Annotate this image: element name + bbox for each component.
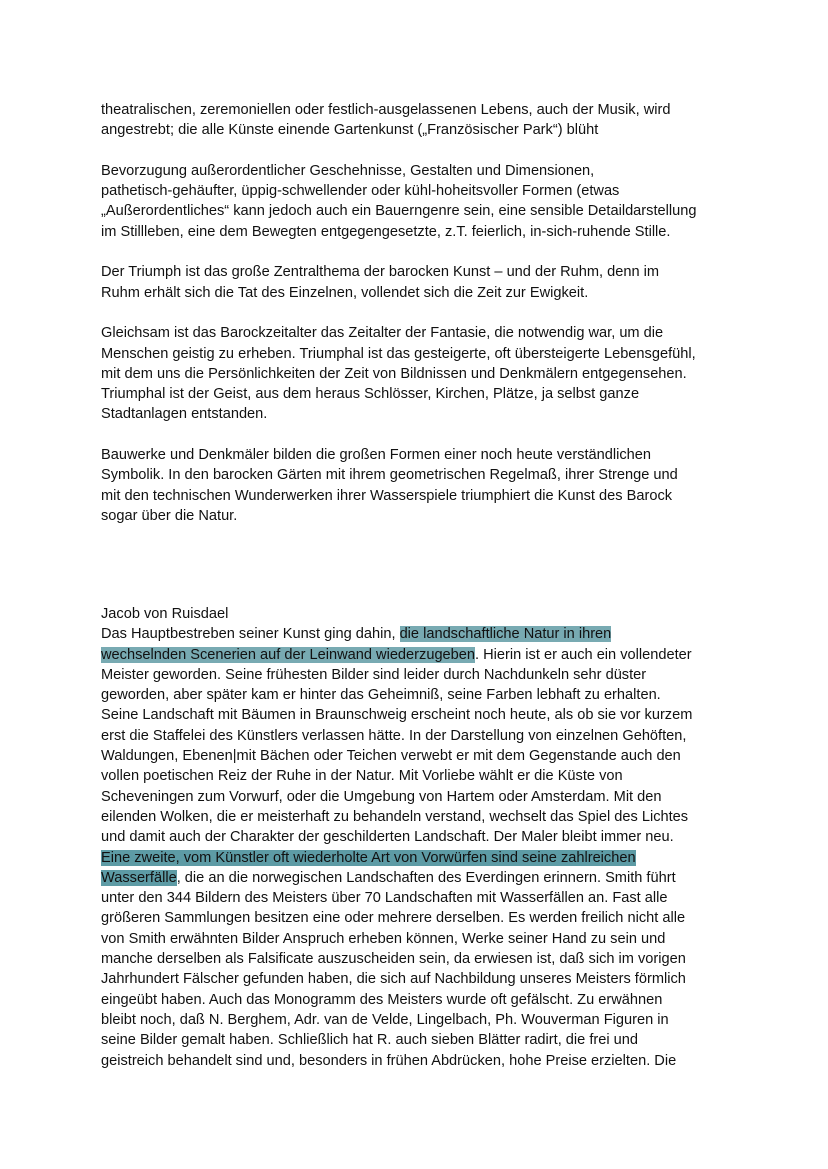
highlighted-text: Eine zweite, vom Künstler oft wiederholte Art von Vorwürfen sind seine zahlreichen	[101, 849, 636, 866]
highlighted-text: Wasserfälle	[101, 869, 177, 886]
text-line	[101, 990, 761, 1010]
paragraph	[101, 445, 761, 526]
text-line	[101, 100, 761, 120]
text-line	[101, 746, 761, 766]
text-run: Jahrhundert Fälscher gefunden haben, die sich auf Nachbildung unseres Meisters förmlich	[101, 971, 686, 988]
text-run: Menschen geistig zu erheben. Triumphal ist das gesteigerte, oft übersteigerte Lebensgefühl,	[101, 345, 696, 362]
text-line	[101, 1051, 761, 1071]
text-line	[101, 685, 761, 705]
text-line	[101, 404, 761, 424]
text-run: Der Triumph ist das große Zentralthema der barocken Kunst – und der Ruhm, denn im	[101, 264, 660, 281]
text-line	[101, 726, 761, 746]
text-line	[101, 888, 761, 908]
highlighted-text: die landschaftliche Natur in ihren	[399, 626, 612, 643]
text-line	[101, 908, 761, 928]
text-run: Gleichsam ist das Barockzeitalter das Zeitalter der Fantasie, die notwendig war, um die	[101, 325, 664, 342]
ruisdael-paragraph	[101, 624, 761, 1071]
text-run: „Außerordentliches“ kann jedoch auch ein Bauerngenre sein, eine sensible Detaildarstellung	[101, 203, 697, 220]
text-run: mit den technischen Wunderwerken ihrer Wasserspiele triumphiert die Kunst des Barock	[101, 487, 673, 504]
text-run: Waldungen, Ebenen|mit Bächen oder Teichen verwebt er mit dem Gegenstande auch den	[101, 748, 681, 765]
text-run: Das Hauptbestreben seiner Kunst ging dahin,	[101, 626, 400, 643]
text-line	[101, 181, 761, 201]
text-line	[101, 929, 761, 949]
paragraph	[101, 323, 761, 424]
text-line	[101, 323, 761, 343]
text-line	[101, 161, 761, 181]
text-run: eingeübt haben. Auch das Monogramm des Meisters wurde oft gefälscht. Zu erwähnen	[101, 991, 663, 1008]
text-run: seine Bilder gemalt haben. Schließlich hat R. auch sieben Blätter radirt, die frei und	[101, 1032, 639, 1049]
text-line	[101, 868, 761, 888]
text-run: , die an die norwegischen Landschaften des Everdingen erinnern. Smith führt	[176, 869, 676, 886]
text-line	[101, 624, 761, 644]
text-run: vollen poetischen Reiz der Ruhe in der Natur. Mit Vorliebe wählt er die Küste von	[101, 768, 623, 785]
text-run: mit dem uns die Persönlichkeiten der Zeit von Bildnissen und Denkmälern entgegensehen.	[101, 365, 687, 382]
text-run: bleibt noch, daß N. Berghem, Adr. van de Velde, Lingelbach, Ph. Wouverman Figuren in	[101, 1011, 669, 1028]
text-run: manche derselben als Falsificate auszuscheiden sein, da erwiesen ist, daß sich im vorigen	[101, 951, 686, 968]
section-heading: Jacob von Ruisdael	[101, 606, 229, 622]
text-line	[101, 969, 761, 989]
text-line	[101, 807, 761, 827]
text-run: eilenden Wolken, die er meisterhaft zu behandeln verstand, wechselt das Spiel des Lichtes	[101, 808, 689, 825]
text-run: geistreich behandelt sind und, besonders in frühen Abdrücken, hohe Preise erzielten. Die	[101, 1052, 677, 1069]
highlighted-text: wechselnden Scenerien auf der Leinwand wiederzugeben	[101, 646, 476, 663]
text-run: angestrebt; die alle Künste einende Gartenkunst („Französischer Park“) blüht	[101, 122, 599, 139]
text-run: Bevorzugung außerordentlicher Geschehnisse, Gestalten und Dimensionen,	[101, 162, 595, 179]
text-run: Ruhm erhält sich die Tat des Einzelnen, vollendet sich die Zeit zur Ewigkeit.	[101, 284, 589, 301]
text-run: Seine Landschaft mit Bäumen in Braunschweig erscheint noch heute, als ob sie vor kurzem	[101, 707, 693, 724]
text-line	[101, 201, 761, 221]
text-line	[101, 465, 761, 485]
text-line	[101, 787, 761, 807]
text-line	[101, 827, 761, 847]
text-line	[101, 384, 761, 404]
text-run: erst die Staffelei des Künstlers verlassen hätte. In der Darstellung von einzelnen Gehöften,	[101, 727, 687, 744]
text-line	[101, 445, 761, 465]
text-run: Bauwerke und Denkmäler bilden die großen Formen einer noch heute verständlichen	[101, 447, 652, 464]
paragraph	[101, 100, 761, 141]
text-run: sogar über die Natur.	[101, 507, 238, 524]
text-run: geworden, aber später kam er hinter das Geheimniß, seine Farben lebhaft zu erhalten.	[101, 687, 661, 704]
paragraph	[101, 262, 761, 303]
text-run: im Stillleben, eine dem Bewegten entgegengesetzte, z.T. feierlich, in-sich-ruhende Stille.	[101, 223, 671, 240]
text-line	[101, 1010, 761, 1030]
text-line	[101, 120, 761, 140]
text-line	[101, 766, 761, 786]
text-run: und damit auch der Charakter der geschilderten Landschaft. Der Maler bleibt immer neu.	[101, 829, 674, 846]
text-line	[101, 283, 761, 303]
text-run: pathetisch-gehäufter, üppig-schwellender oder kühl-hoheitsvoller Formen (etwas	[101, 183, 620, 200]
text-line	[101, 705, 761, 725]
text-line	[101, 665, 761, 685]
text-run: Meister geworden. Seine frühesten Bilder sind leider durch Nachdunkeln sehr düster	[101, 666, 647, 683]
text-run: Triumphal ist der Geist, aus dem heraus Schlösser, Kirchen, Plätze, ja selbst ganze	[101, 386, 640, 403]
text-line	[101, 344, 761, 364]
text-run: unter den 344 Bildern des Meisters über 70 Landschaften mit Wasserfällen an. Fast alle	[101, 890, 668, 907]
text-line	[101, 486, 761, 506]
text-line	[101, 1030, 761, 1050]
text-line	[101, 949, 761, 969]
paragraph	[101, 161, 761, 242]
text-run: Stadtanlagen entstanden.	[101, 406, 268, 423]
text-line	[101, 506, 761, 526]
text-run: . Hierin ist er auch ein vollendeter	[475, 646, 692, 663]
text-line	[101, 222, 761, 242]
text-run: theatralischen, zeremoniellen oder festlich-ausgelassenen Lebens, auch der Musik, wird	[101, 102, 671, 118]
text-line	[101, 848, 761, 868]
text-run: von Smith erwähnten Bilder Anspruch erheben können, Werke seiner Hand zu sein und	[101, 930, 666, 947]
text-run: größeren Sammlungen besitzen eine oder mehrere derselben. Es werden freilich nicht alle	[101, 910, 686, 927]
ruisdael-section	[101, 604, 761, 1071]
text-line	[101, 645, 761, 665]
text-line	[101, 262, 761, 282]
text-run: Symbolik. In den barocken Gärten mit ihrem geometrischen Regelmaß, ihrer Strenge und	[101, 467, 678, 484]
text-run: Scheveningen zum Vorwurf, oder die Umgebung von Hartem oder Amsterdam. Mit den	[101, 788, 662, 805]
text-line	[101, 364, 761, 384]
baroque-text-section	[101, 100, 761, 547]
